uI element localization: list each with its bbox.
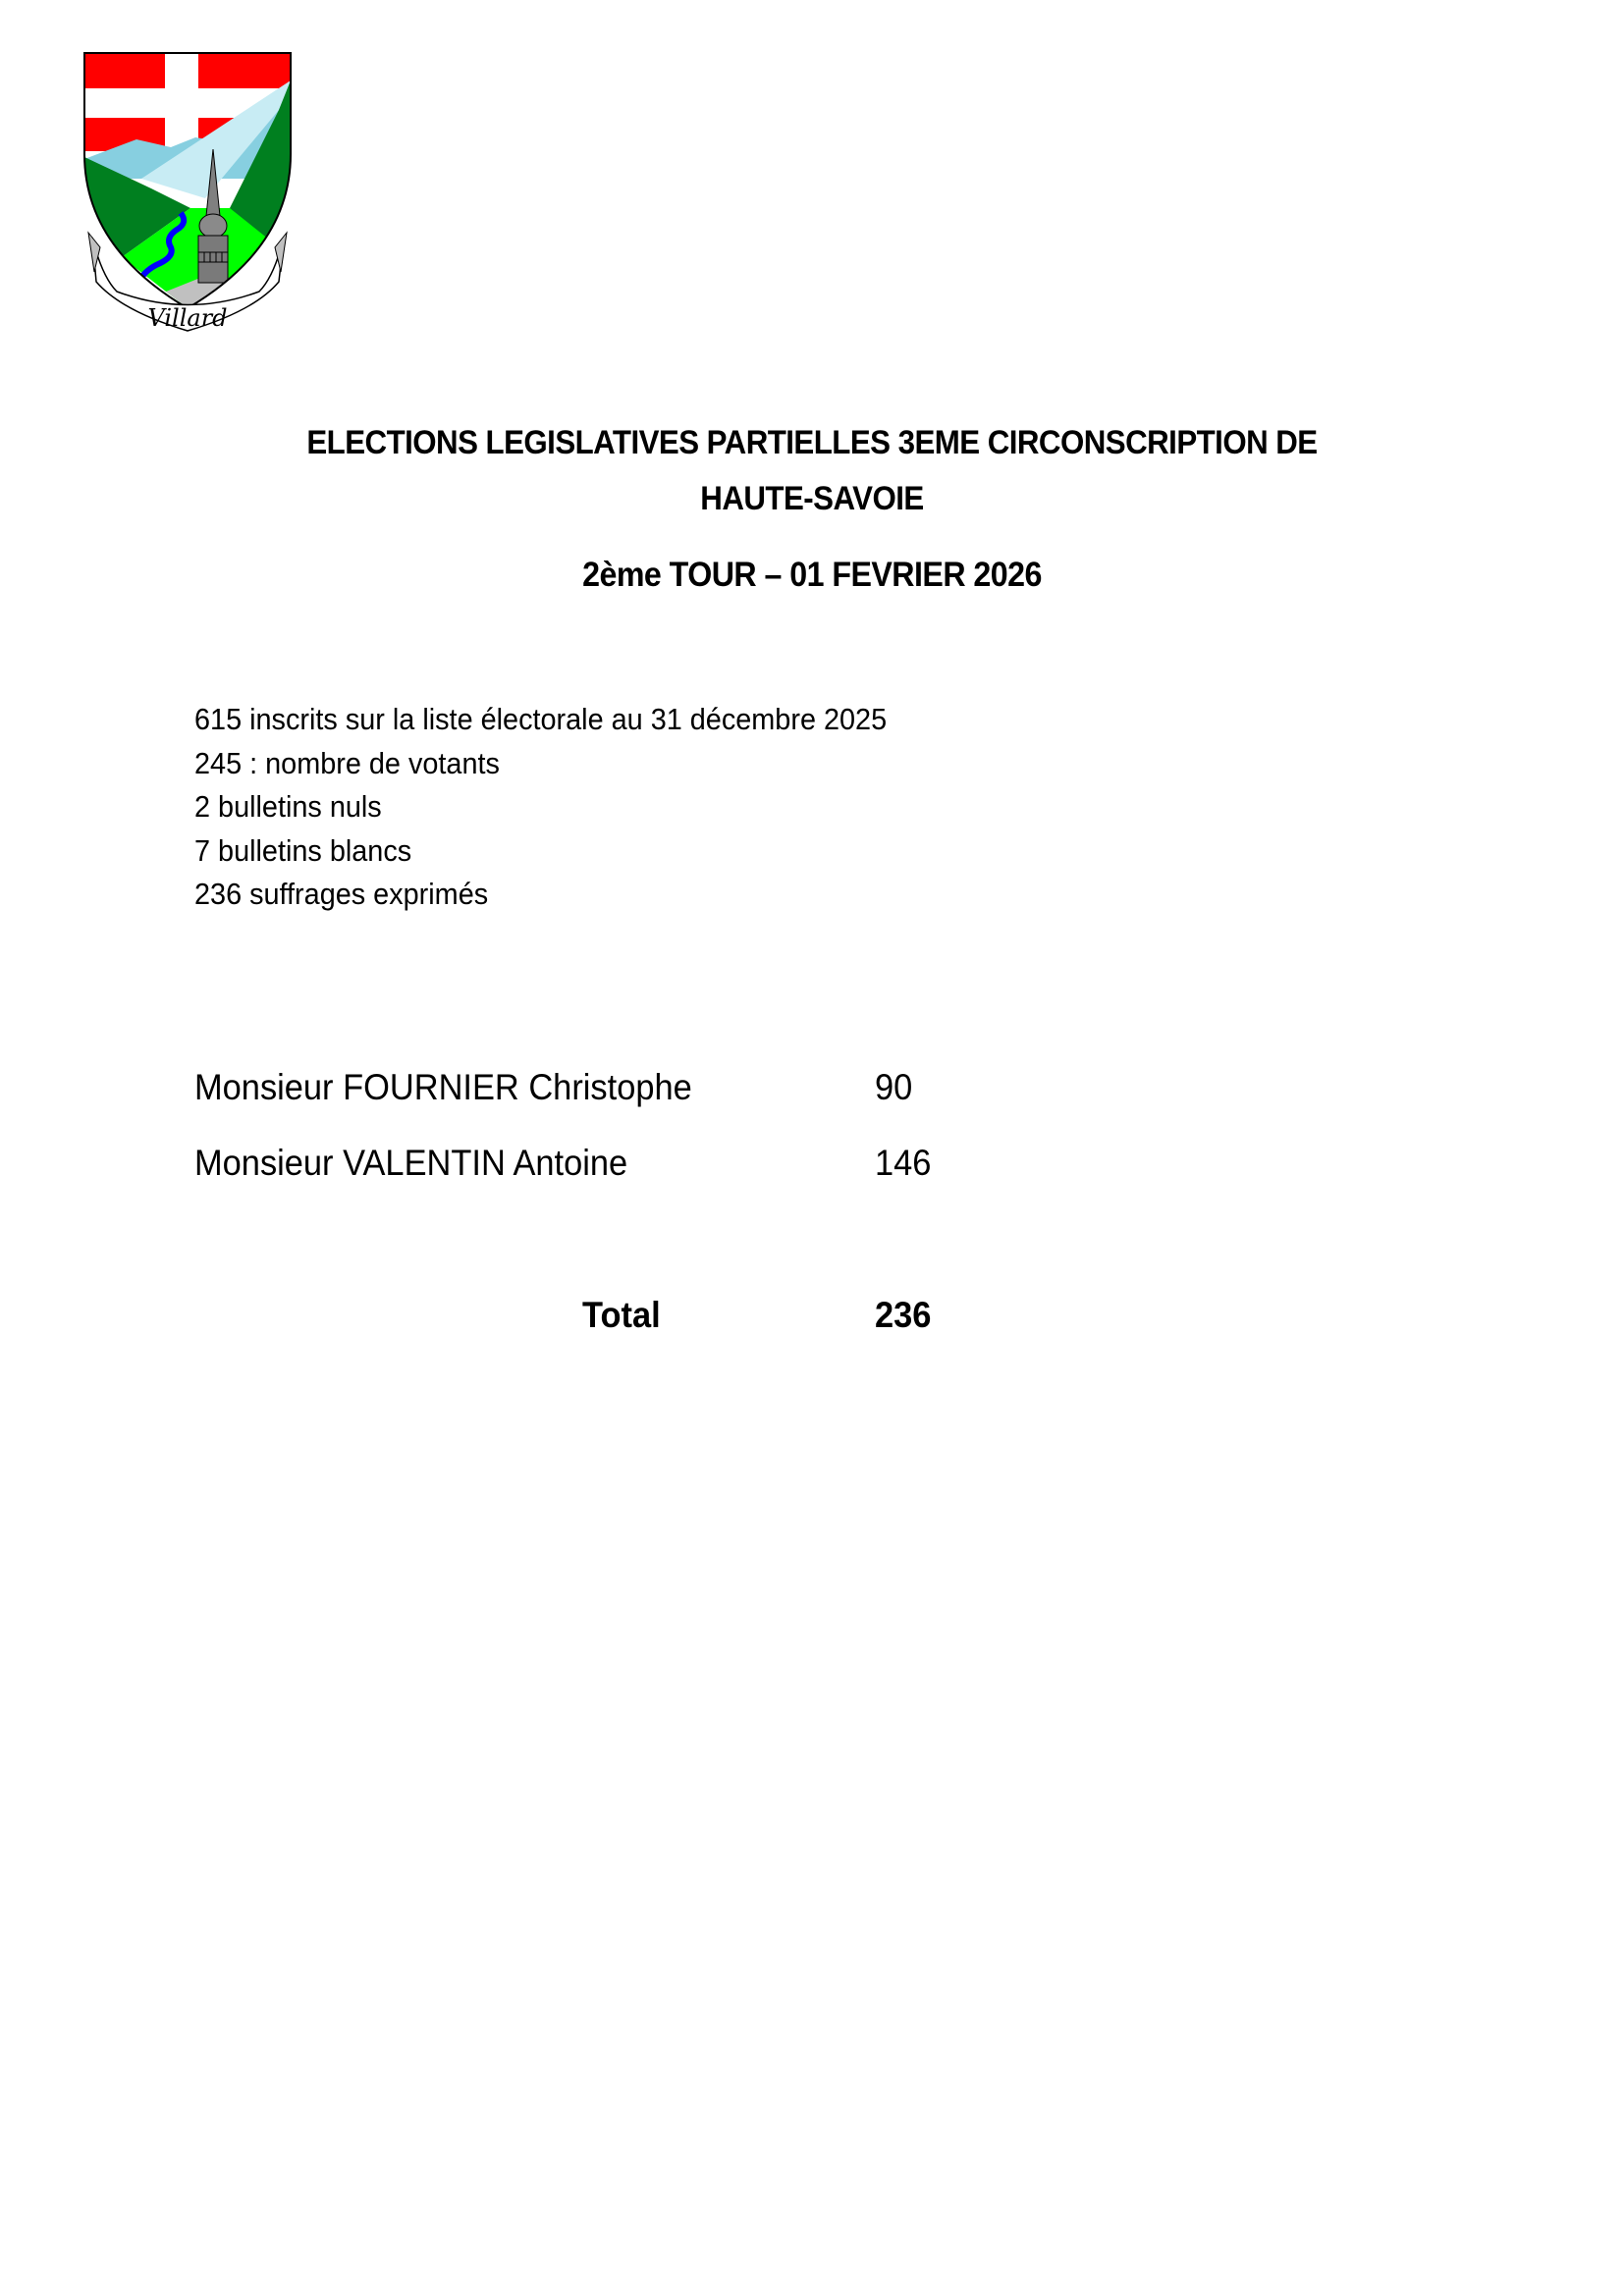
election-statistics xyxy=(194,698,887,917)
crest-ribbon-label: Villard xyxy=(147,304,228,332)
stat-expressed-votes: 236 suffrages exprimés xyxy=(194,877,489,911)
document-title-line-1: ELECTIONS LEGISLATIVES PARTIELLES 3EME CIRCONSCRIPTION DE xyxy=(306,424,1318,461)
coat-of-arms-logo xyxy=(82,51,293,338)
candidate-votes: 90 xyxy=(875,1067,913,1107)
villard-crest-icon xyxy=(82,51,293,338)
stat-blank-ballots: 7 bulletins blancs xyxy=(194,832,412,868)
document-subtitle: 2ème TOUR – 01 FEVRIER 2026 xyxy=(582,556,1042,594)
total-value: 236 xyxy=(875,1295,932,1335)
candidate-name: Monsieur VALENTIN Antoine xyxy=(194,1143,628,1183)
total-label: Total xyxy=(582,1295,661,1335)
document-title-line-2: HAUTE-SAVOIE xyxy=(700,480,924,517)
candidate-name: Monsieur FOURNIER Christophe xyxy=(194,1067,692,1107)
candidate-votes: 146 xyxy=(875,1143,932,1183)
stat-registered: 615 inscrits sur la liste électorale au 31 décembre 2025 xyxy=(194,702,888,736)
stat-voters: 245 : nombre de votants xyxy=(194,745,500,780)
stat-null-ballots: 2 bulletins nuls xyxy=(194,789,382,824)
